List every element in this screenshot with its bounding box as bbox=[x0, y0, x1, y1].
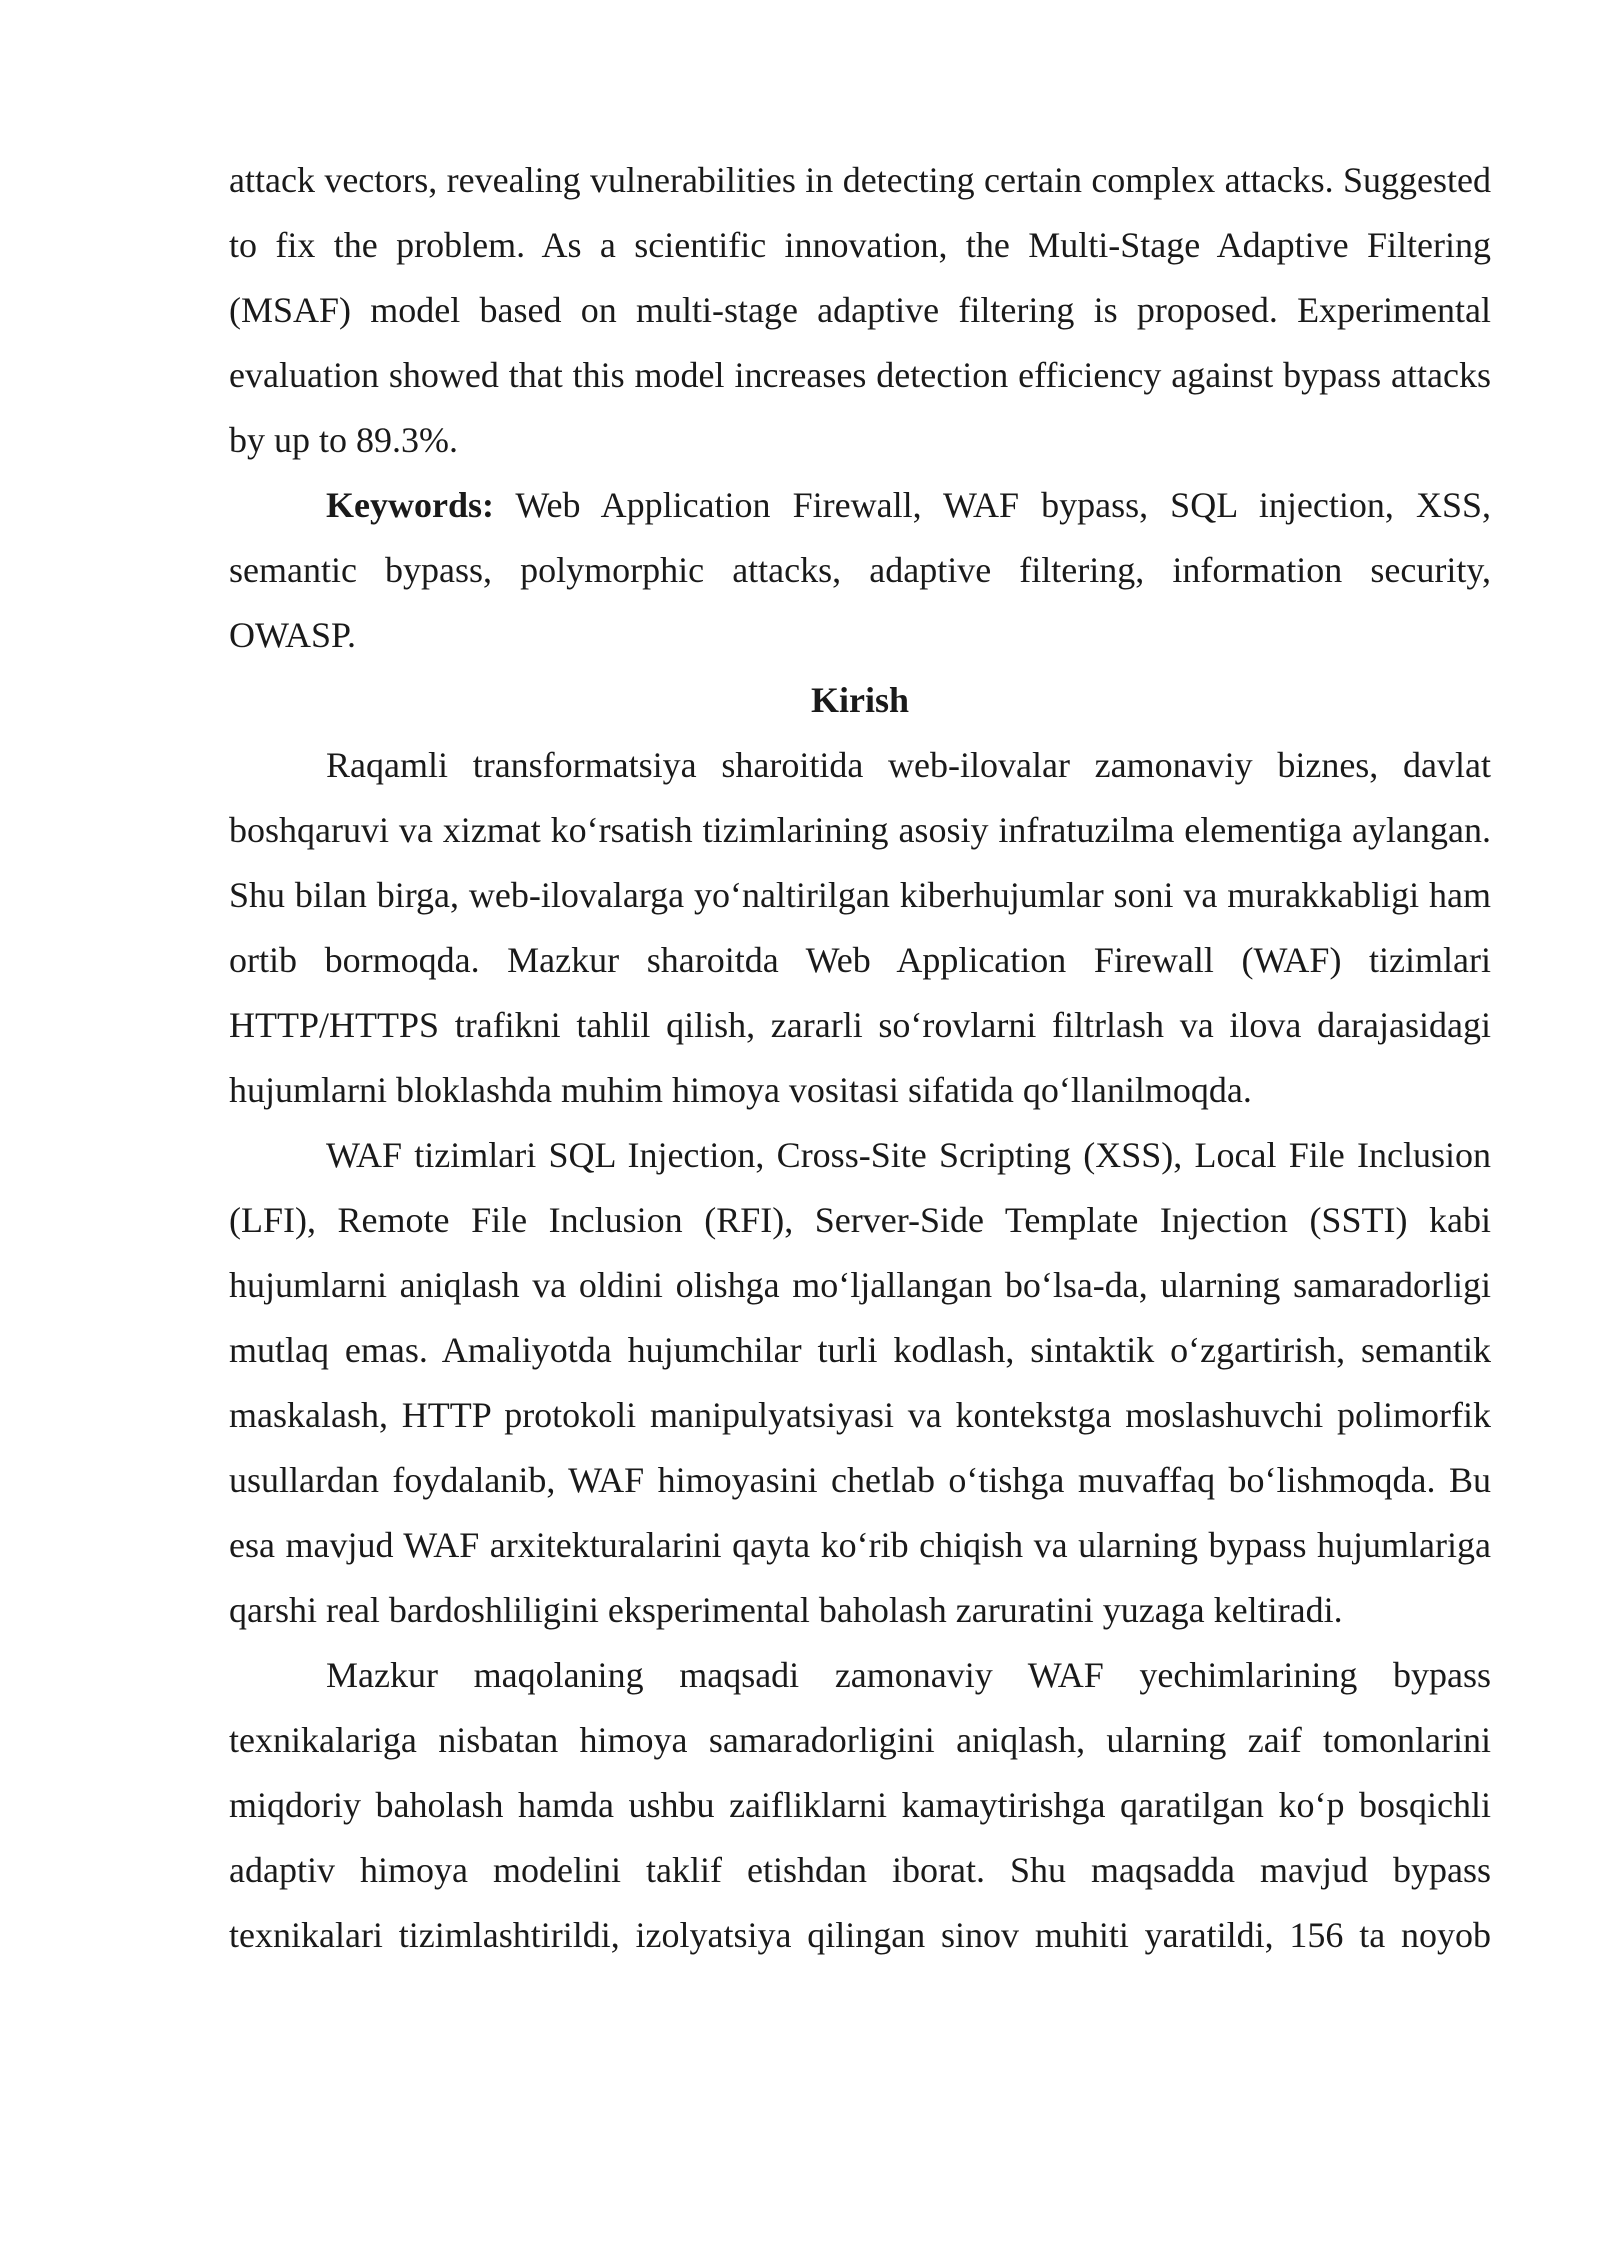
document-page bbox=[229, 148, 1491, 1968]
section-heading: Kirish bbox=[810, 680, 909, 720]
abstract-tail: attack vectors, revealing vulnerabilities in detecting certain complex attacks. Suggested to fix the problem. As a scientific innovation, the Multi-Stage Adaptive Filtering (MSAF) model based on multi-stage adaptive filtering is proposed. Experimental evaluation showed that this model increases detection efficiency against bypass attacks by up to 89.3%. bbox=[229, 160, 1491, 460]
body-paragraph-3: Mazkur maqolaning maqsadi zamonaviy WAF yechimlarining bypass texnikalariga nisbatan himoya samaradorligini aniqlash, ularning zaif tomonlarini miqdoriy baholash hamda ushbu zaifliklarni kamaytirishga qaratilgan koʻp bosqichli adaptiv himoya modelini taklif etishdan iborat. Shu maqsadda mavjud bypass texnikalari tizimlashtirildi, izolyatsiya qilingan sinov muhiti yaratildi, 156 ta noyob bbox=[229, 1655, 1491, 1955]
keywords-paragraph bbox=[229, 473, 1491, 668]
body-paragraph-2: WAF tizimlari SQL Injection, Cross-Site Scripting (XSS), Local File Inclusion (LFI), Remote File Inclusion (RFI), Server-Side Template Injection (SSTI) kabi hujumlarni aniqlash va oldini olishga moʻljallangan boʻlsa-da, ularning samaradorligi mutlaq emas. Amaliyotda hujumchilar turli kodlash, sintaktik oʻzgartirish, semantik maskalash, HTTP protokoli manipulyatsiyasi va kontekstga moslashuvchi polimorfik usullardan foydalanib, WAF himoyasini chetlab oʻtishga muvaffaq boʻlishmoqda. Bu esa mavjud WAF arxitekturalarini qayta koʻrib chiqish va ularning bypass hujumlariga qarshi real bardoshliligini eksperimental baholash zaruratini yuzaga keltiradi. bbox=[229, 1135, 1491, 1630]
keywords-text: Web Application Firewall, WAF bypass, SQL injection, XSS, semantic bypass, polymorphic attacks, adaptive filtering, information security, OWASP. bbox=[229, 485, 1491, 655]
body-paragraph-1: Raqamli transformatsiya sharoitida web-ilovalar zamonaviy biznes, davlat boshqaruvi va xizmat koʻrsatish tizimlarining asosiy infratuzilma elementiga aylangan. Shu bilan birga, web-ilovalarga yoʻnaltirilgan kiberhujumlar soni va murakkabligi ham ortib bormoqda. Mazkur sharoitda Web Application Firewall (WAF) tizimlari HTTP/HTTPS trafikni tahlil qilish, zararli soʻrovlarni filtrlash va ilova darajasidagi hujumlarni bloklashda muhim himoya vositasi sifatida qoʻllanilmoqda. bbox=[229, 745, 1491, 1110]
keywords-label: Keywords: bbox=[326, 485, 494, 525]
